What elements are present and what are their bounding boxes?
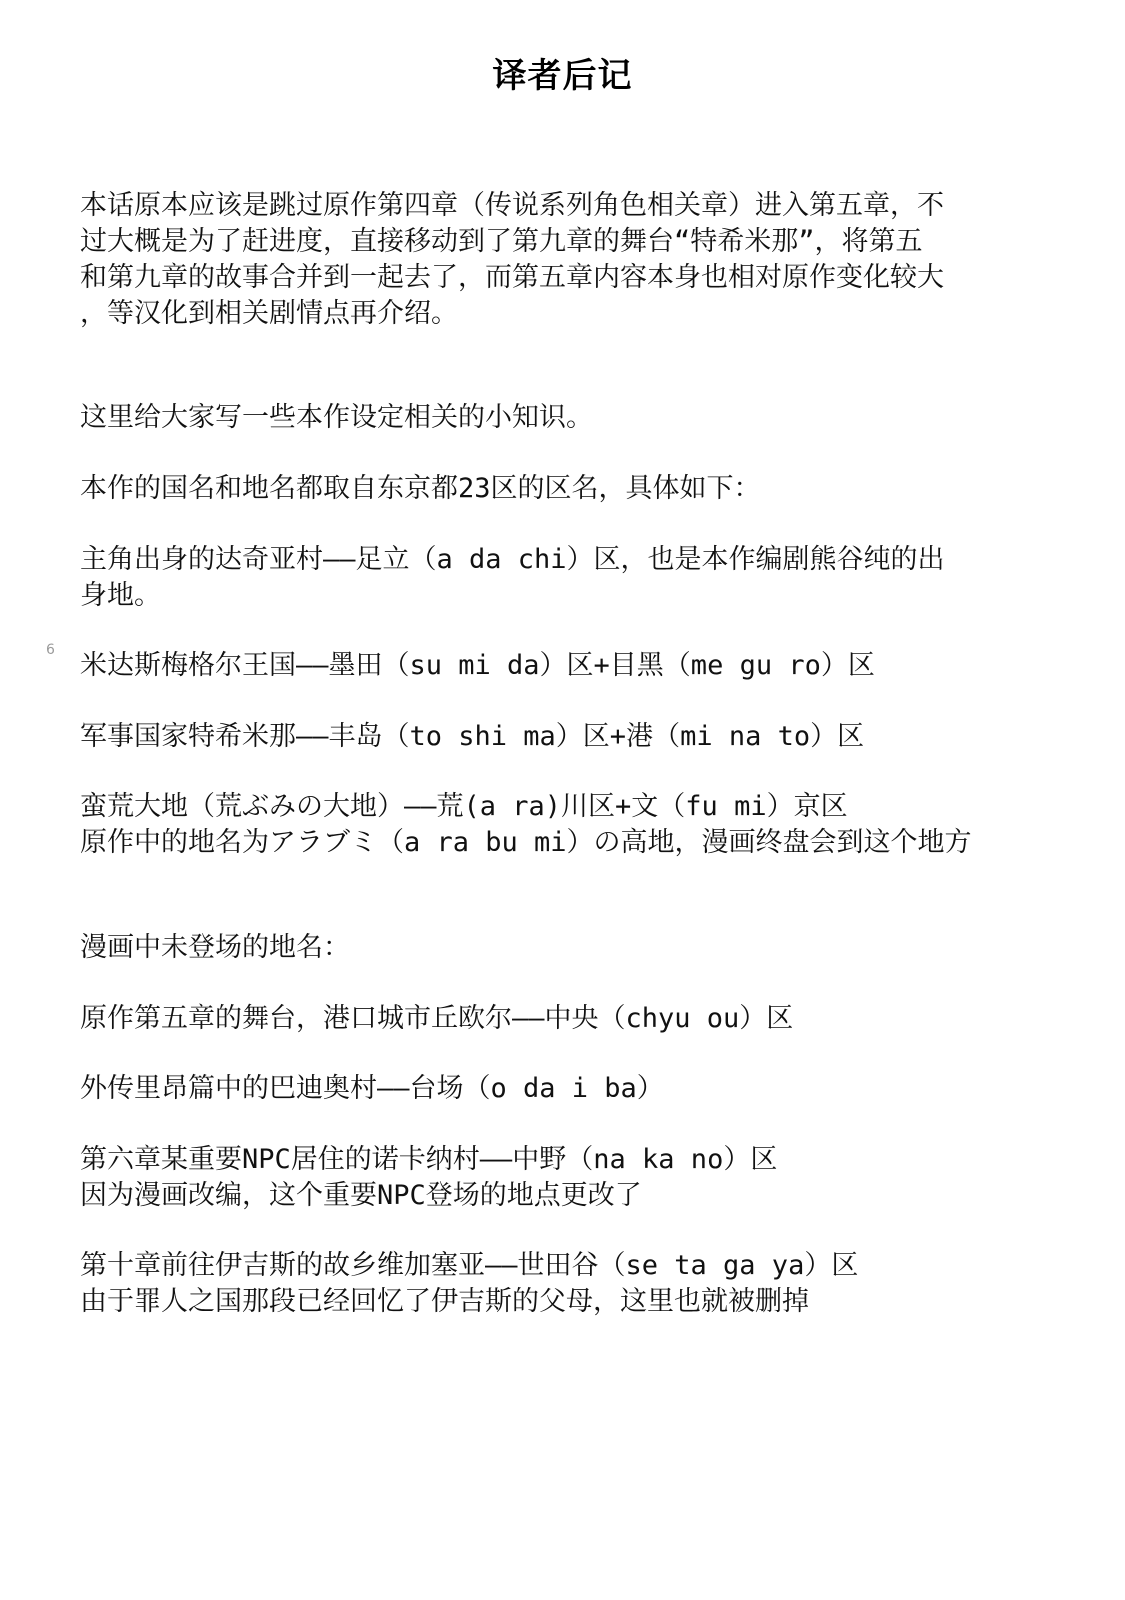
paragraph-1-line-1: 本话原本应该是跳过原作第四章（传说系列角色相关章）进入第五章，不: [80, 190, 944, 221]
paragraph-11-line-1: 第六章某重要NPC居住的诺卡纳村——中野（na ka no）区: [80, 1144, 778, 1175]
paragraph-4-line-2: 身地。: [80, 580, 161, 611]
paragraph-11-line-2: 因为漫画改编，这个重要NPC登场的地点更改了: [80, 1180, 642, 1211]
paragraph-1-line-3: 和第九章的故事合并到一起去了，而第五章内容本身也相对原作变化较大: [80, 262, 944, 293]
paragraph-12-line-1: 第十章前往伊吉斯的故乡维加塞亚——世田谷（se ta ga ya）区: [80, 1250, 859, 1281]
paragraph-7-line-1: 蛮荒大地（荒ぶみの大地）——荒(a ra)川区+文（fu mi）京区: [80, 791, 848, 822]
paragraph-4-line-1: 主角出身的达奇亚村——足立（a da chi）区，也是本作编剧熊谷纯的出: [80, 544, 945, 575]
page-title: 译者后记: [492, 56, 633, 96]
paragraph-5-line-1: 米达斯梅格尔王国——墨田（su mi da）区+目黑（me gu ro）区: [80, 650, 875, 681]
paragraph-1-line-4: ，等汉化到相关剧情点再介绍。: [80, 298, 458, 329]
paragraph-12-line-2: 由于罪人之国那段已经回忆了伊吉斯的父母，这里也就被删掉: [80, 1286, 809, 1317]
margin-mark: 6: [46, 642, 55, 658]
paragraph-10-line-1: 外传里昂篇中的巴迪奥村——台场（o da i ba）: [80, 1073, 664, 1104]
paragraph-7-line-2: 原作中的地名为アラブミ（a ra bu mi）の高地，漫画终盘会到这个地方: [80, 827, 972, 858]
paragraph-3-line-1: 本作的国名和地名都取自东京都23区的区名，具体如下：: [80, 473, 761, 504]
paragraph-2-line-1: 这里给大家写一些本作设定相关的小知识。: [80, 402, 593, 433]
paragraph-1-line-2: 过大概是为了赶进度，直接移动到了第九章的舞台“特希米那”，将第五: [80, 226, 923, 257]
paragraph-9-line-1: 原作第五章的舞台，港口城市丘欧尔——中央（chyu ou）区: [80, 1003, 794, 1034]
paragraph-8-line-1: 漫画中未登场的地名：: [80, 932, 350, 963]
paragraph-6-line-1: 军事国家特希米那——丰岛（to shi ma）区+港（mi na to）区: [80, 721, 865, 752]
